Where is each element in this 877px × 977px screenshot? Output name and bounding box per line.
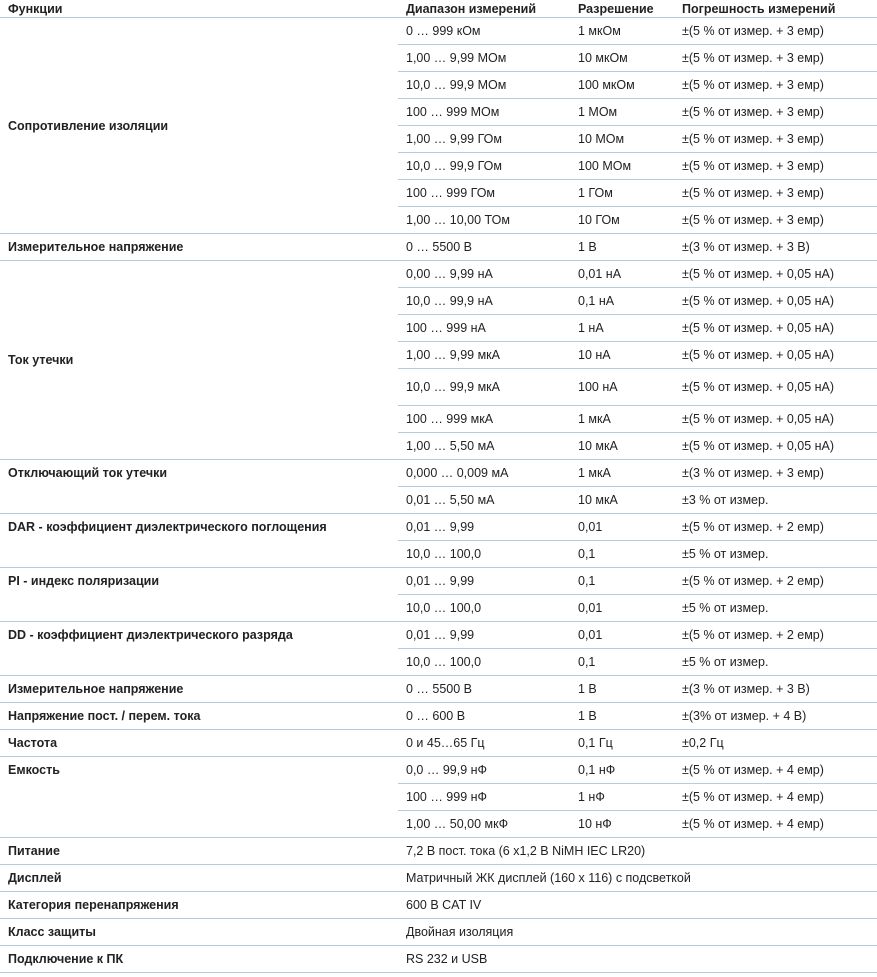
- header-accuracy: Погрешность измерений: [674, 0, 877, 18]
- resolution-cell: 1 нА: [570, 315, 674, 342]
- function-name: PI - индекс поляризации: [0, 568, 398, 622]
- specification-value: RS 232 и USB: [398, 946, 877, 973]
- accuracy-cell: ±5 % от измер.: [674, 649, 877, 676]
- measuring-range-cell: 100 … 999 нФ: [398, 784, 570, 811]
- accuracy-cell: ±5 % от измер.: [674, 595, 877, 622]
- measuring-range-cell: 1,00 … 9,99 мкА: [398, 342, 570, 369]
- measuring-range-cell: 100 … 999 ГОм: [398, 180, 570, 207]
- accuracy-cell: ±(5 % от измер. + 0,05 нА): [674, 261, 877, 288]
- specification-value: Двойная изоляция: [398, 919, 877, 946]
- resolution-cell: 0,1 нА: [570, 288, 674, 315]
- resolution-cell: 10 МОм: [570, 126, 674, 153]
- accuracy-cell: ±5 % от измер.: [674, 541, 877, 568]
- function-name: DD - коэффициент диэлектрического разряда: [0, 622, 398, 676]
- resolution-cell: 0,01 нА: [570, 261, 674, 288]
- general-row: [0, 892, 877, 919]
- measuring-range-cell: 1,00 … 50,00 мкФ: [398, 811, 570, 838]
- measuring-range-cell: 10,0 … 100,0: [398, 649, 570, 676]
- table-row: [0, 622, 877, 649]
- accuracy-cell: ±(5 % от измер. + 0,05 нА): [674, 433, 877, 460]
- table-row: [0, 234, 877, 261]
- resolution-cell: 1 мкА: [570, 460, 674, 487]
- resolution-cell: 1 мкОм: [570, 18, 674, 45]
- accuracy-cell: ±(5 % от измер. + 0,05 нА): [674, 288, 877, 315]
- table-row: [0, 568, 877, 595]
- resolution-cell: 0,1: [570, 541, 674, 568]
- resolution-cell: 1 МОм: [570, 99, 674, 126]
- measuring-range-cell: 10,0 … 99,9 нА: [398, 288, 570, 315]
- resolution-cell: 1 В: [570, 676, 674, 703]
- table-row: [0, 514, 877, 541]
- function-name: Отключающий ток утечки: [0, 460, 398, 514]
- measuring-range-cell: 10,0 … 99,9 мкА: [398, 369, 570, 406]
- measuring-range-cell: 0,00 … 9,99 нА: [398, 261, 570, 288]
- measuring-range-cell: 100 … 999 МОм: [398, 99, 570, 126]
- function-name: Частота: [0, 730, 398, 757]
- accuracy-cell: ±(5 % от измер. + 3 емр): [674, 72, 877, 99]
- resolution-cell: 1 В: [570, 703, 674, 730]
- accuracy-cell: ±(3 % от измер. + 3 емр): [674, 460, 877, 487]
- general-row: [0, 838, 877, 865]
- measuring-range-cell: 1,00 … 5,50 мА: [398, 433, 570, 460]
- table-row: [0, 703, 877, 730]
- measuring-range-cell: 0,01 … 9,99: [398, 622, 570, 649]
- accuracy-cell: ±(5 % от измер. + 0,05 нА): [674, 315, 877, 342]
- resolution-cell: 1 В: [570, 234, 674, 261]
- measuring-range-cell: 0 … 5500 В: [398, 234, 570, 261]
- table-row: [0, 676, 877, 703]
- measuring-range-cell: 0,0 … 99,9 нФ: [398, 757, 570, 784]
- accuracy-cell: ±(5 % от измер. + 0,05 нА): [674, 406, 877, 433]
- measuring-range-cell: 10,0 … 99,9 ГОм: [398, 153, 570, 180]
- accuracy-cell: ±(5 % от измер. + 3 емр): [674, 180, 877, 207]
- function-name: Дисплей: [0, 865, 398, 892]
- resolution-cell: 0,1 Гц: [570, 730, 674, 757]
- specification-value: 600 В CAT IV: [398, 892, 877, 919]
- accuracy-cell: ±(5 % от измер. + 0,05 нА): [674, 369, 877, 406]
- general-row: [0, 946, 877, 973]
- table-row: [0, 730, 877, 757]
- function-name: Питание: [0, 838, 398, 865]
- measuring-range-cell: 10,0 … 100,0: [398, 595, 570, 622]
- measuring-range-cell: 0 … 5500 В: [398, 676, 570, 703]
- accuracy-cell: ±(5 % от измер. + 2 емр): [674, 622, 877, 649]
- accuracy-cell: ±(5 % от измер. + 4 емр): [674, 784, 877, 811]
- accuracy-cell: ±(5 % от измер. + 3 емр): [674, 99, 877, 126]
- resolution-cell: 10 мкОм: [570, 45, 674, 72]
- accuracy-cell: ±(5 % от измер. + 2 емр): [674, 514, 877, 541]
- resolution-cell: 0,1 нФ: [570, 757, 674, 784]
- measuring-range-cell: 1,00 … 9,99 ГОм: [398, 126, 570, 153]
- measuring-range-cell: 0,01 … 9,99: [398, 568, 570, 595]
- accuracy-cell: ±(5 % от измер. + 4 емр): [674, 757, 877, 784]
- accuracy-cell: ±(3 % от измер. + 3 В): [674, 234, 877, 261]
- accuracy-cell: ±(5 % от измер. + 3 емр): [674, 207, 877, 234]
- resolution-cell: 0,01: [570, 595, 674, 622]
- measuring-range-cell: 100 … 999 нА: [398, 315, 570, 342]
- resolution-cell: 0,01: [570, 622, 674, 649]
- accuracy-cell: ±(3 % от измер. + 3 В): [674, 676, 877, 703]
- function-name: Класс защиты: [0, 919, 398, 946]
- function-name: Измерительное напряжение: [0, 234, 398, 261]
- accuracy-cell: ±(5 % от измер. + 0,05 нА): [674, 342, 877, 369]
- measuring-range-cell: 0 … 600 В: [398, 703, 570, 730]
- header-functions: Функции: [0, 0, 398, 18]
- function-name: Измерительное напряжение: [0, 676, 398, 703]
- accuracy-cell: ±3 % от измер.: [674, 487, 877, 514]
- resolution-cell: 100 мкОм: [570, 72, 674, 99]
- measuring-range-cell: 100 … 999 мкА: [398, 406, 570, 433]
- resolution-cell: 1 нФ: [570, 784, 674, 811]
- measuring-range-cell: 0 … 999 кОм: [398, 18, 570, 45]
- function-name: Категория перенапряжения: [0, 892, 398, 919]
- resolution-cell: 10 мкА: [570, 433, 674, 460]
- measuring-range-cell: 0,01 … 9,99: [398, 514, 570, 541]
- resolution-cell: 0,1: [570, 568, 674, 595]
- accuracy-cell: ±(5 % от измер. + 2 емр): [674, 568, 877, 595]
- resolution-cell: 10 нФ: [570, 811, 674, 838]
- table-row: [0, 757, 877, 784]
- specification-value: Матричный ЖК дисплей (160 x 116) с подсветкой: [398, 865, 877, 892]
- function-name: Подключение к ПК: [0, 946, 398, 973]
- general-row: [0, 919, 877, 946]
- measuring-range-cell: 0,000 … 0,009 мА: [398, 460, 570, 487]
- function-name: Напряжение пост. / перем. тока: [0, 703, 398, 730]
- measuring-range-cell: 1,00 … 9,99 МОм: [398, 45, 570, 72]
- table-row: [0, 460, 877, 487]
- table-row: [0, 261, 877, 288]
- resolution-cell: 0,01: [570, 514, 674, 541]
- measuring-range-cell: 10,0 … 99,9 МОм: [398, 72, 570, 99]
- resolution-cell: 10 ГОм: [570, 207, 674, 234]
- header-row: [0, 0, 877, 18]
- resolution-cell: 1 мкА: [570, 406, 674, 433]
- table-row: [0, 18, 877, 45]
- specifications-body: [0, 18, 877, 973]
- resolution-cell: 0,1: [570, 649, 674, 676]
- accuracy-cell: ±(5 % от измер. + 3 емр): [674, 18, 877, 45]
- accuracy-cell: ±(5 % от измер. + 4 емр): [674, 811, 877, 838]
- header-measuring-range: Диапазон измерений: [398, 0, 570, 18]
- measuring-range-cell: 1,00 … 10,00 ТОм: [398, 207, 570, 234]
- function-name: Емкость: [0, 757, 398, 838]
- accuracy-cell: ±(5 % от измер. + 3 емр): [674, 126, 877, 153]
- accuracy-cell: ±(5 % от измер. + 3 емр): [674, 45, 877, 72]
- measuring-range-cell: 0 и 45…65 Гц: [398, 730, 570, 757]
- resolution-cell: 10 нА: [570, 342, 674, 369]
- general-row: [0, 865, 877, 892]
- accuracy-cell: ±0,2 Гц: [674, 730, 877, 757]
- function-name: Сопротивление изоляции: [0, 18, 398, 234]
- specification-value: 7,2 В пост. тока (6 x1,2 В NiMH IEC LR20): [398, 838, 877, 865]
- resolution-cell: 10 мкА: [570, 487, 674, 514]
- function-name: Ток утечки: [0, 261, 398, 460]
- measuring-range-cell: 0,01 … 5,50 мА: [398, 487, 570, 514]
- accuracy-cell: ±(5 % от измер. + 3 емр): [674, 153, 877, 180]
- function-name: DAR - коэффициент диэлектрического поглощения: [0, 514, 398, 568]
- header-resolution: Разрешение: [570, 0, 674, 18]
- resolution-cell: 100 нА: [570, 369, 674, 406]
- measuring-range-cell: 10,0 … 100,0: [398, 541, 570, 568]
- resolution-cell: 1 ГОм: [570, 180, 674, 207]
- accuracy-cell: ±(3% от измер. + 4 В): [674, 703, 877, 730]
- resolution-cell: 100 МОм: [570, 153, 674, 180]
